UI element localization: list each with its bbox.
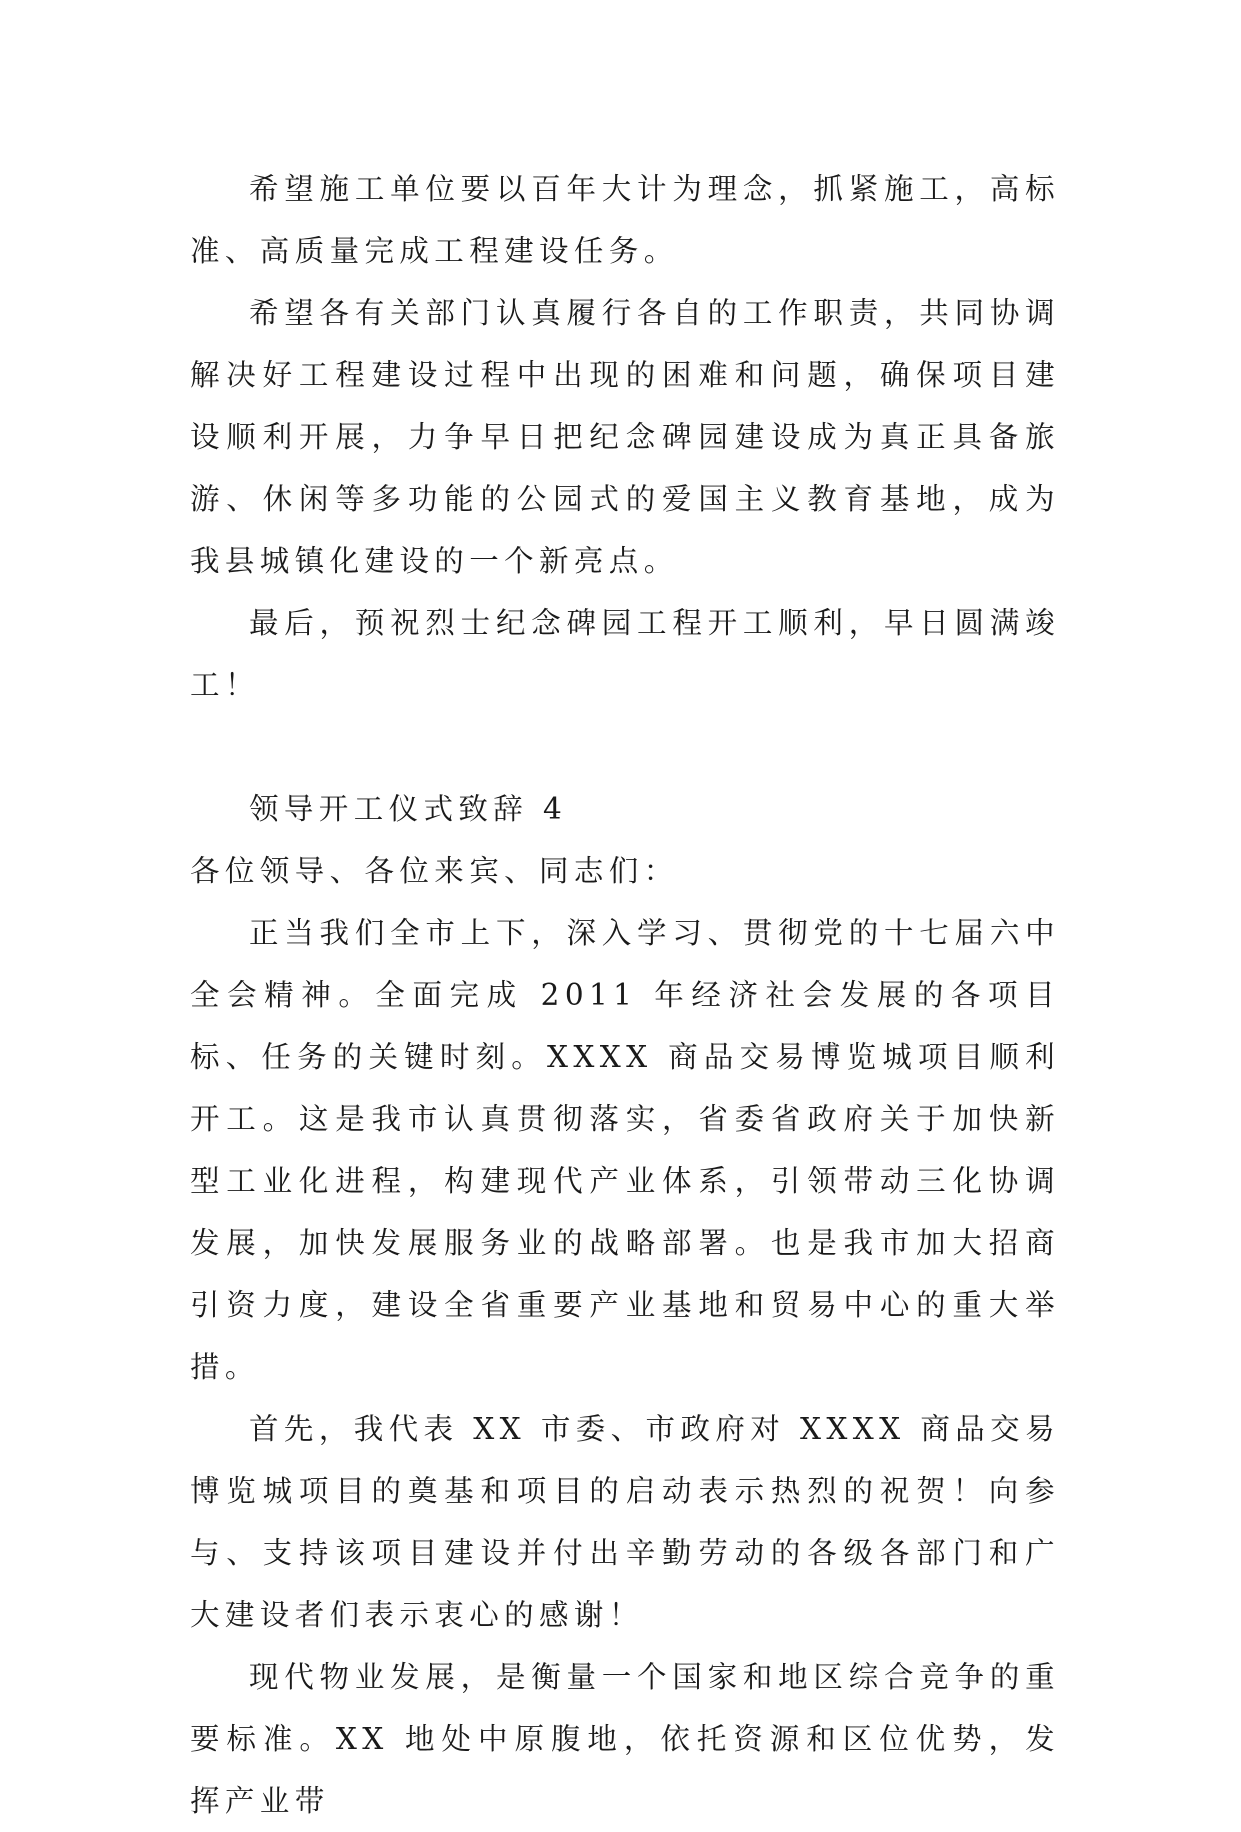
paragraph: 希望各有关部门认真履行各自的工作职责，共同协调解决好工程建设过程中出现的困难和问题，确保项目建设顺利开展，力争早日把纪念碑园建设成为真正具备旅游、休闲等多功能的公园式的爱国主义教育基地，成为我县城镇化建设的一个新亮点。 xyxy=(190,296,1060,578)
paragraph: 现代物业发展，是衡量一个国家和地区综合竞争的重要标准。XX 地处中原腹地，依托资源和区位优势，发挥产业带 xyxy=(190,1660,1060,1818)
section-title: 领导开工仪式致辞 4 xyxy=(249,792,568,826)
paragraph: 正当我们全市上下，深入学习、贯彻党的十七届六中全会精神。全面完成 2011 年经济社会发展的各项目标、任务的关键时刻。XXXX 商品交易博览城项目顺利开工。这是我市认真贯彻落实，省委省政府关于加快新型工业化进程，构建现代产业体系，引领带动三化协调发展，加快发展服务业的战略部署。也是我市加大招商引资力度，建设全省重要产业基地和贸易中心的重大举措。 xyxy=(190,916,1060,1384)
section-spacer xyxy=(190,716,1060,778)
paragraph: 最后，预祝烈士纪念碑园工程开工顺利，早日圆满竣工！ xyxy=(190,606,1060,702)
document-body xyxy=(190,158,1060,1832)
paragraph: 首先，我代表 XX 市委、市政府对 XXXX 商品交易博览城项目的奠基和项目的启动表示热烈的祝贺！向参与、支持该项目建设并付出辛勤劳动的各级各部门和广大建设者们表示衷心的感谢！ xyxy=(190,1412,1060,1632)
paragraph: 希望施工单位要以百年大计为理念，抓紧施工，高标准、高质量完成工程建设任务。 xyxy=(190,172,1060,268)
salutation: 各位领导、各位来宾、同志们： xyxy=(190,854,679,888)
